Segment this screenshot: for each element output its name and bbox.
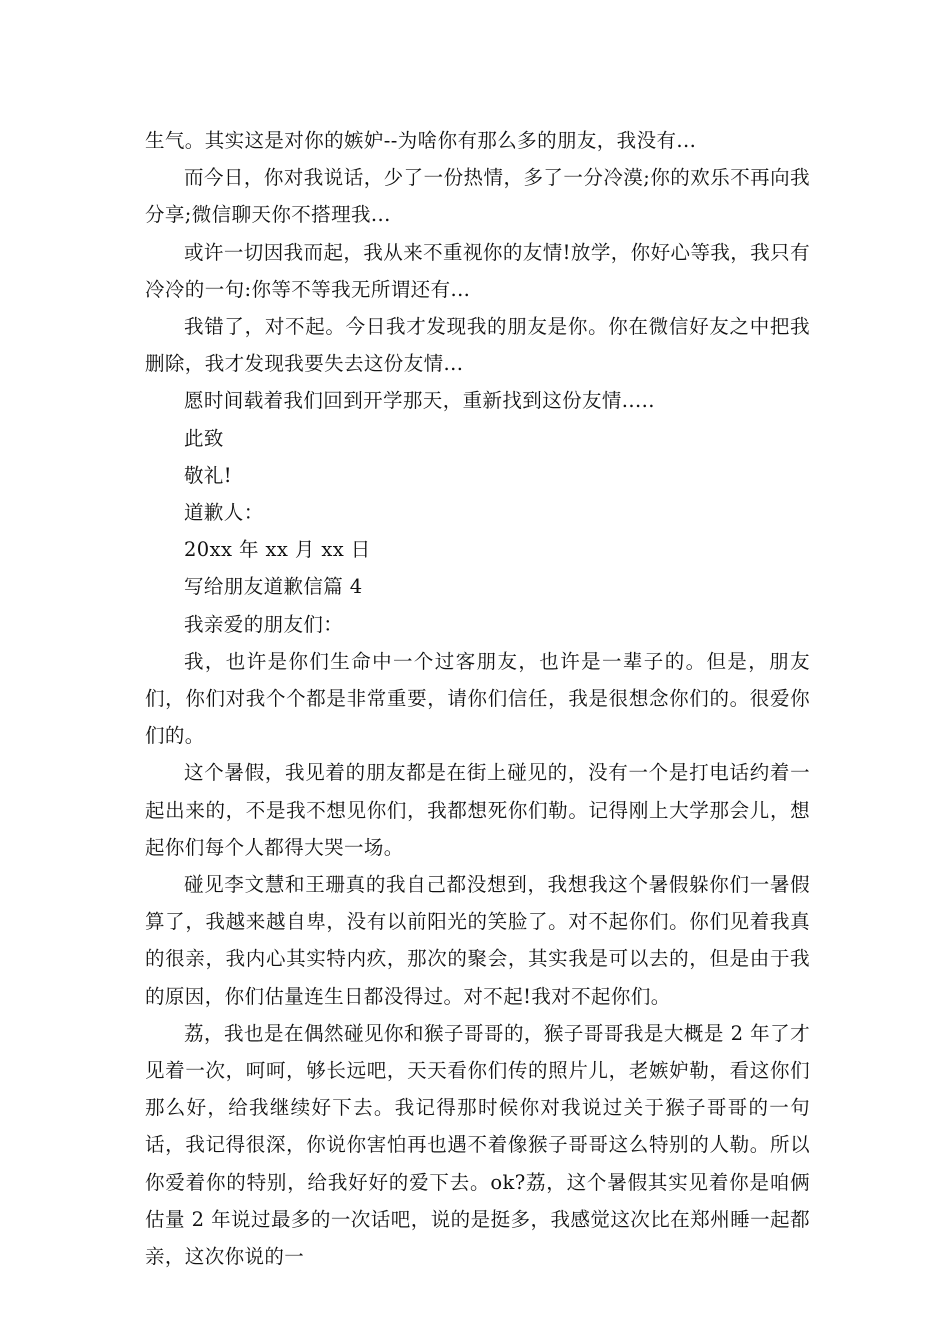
letter-date: 20xx 年 xx 月 xx 日 <box>184 538 371 562</box>
paragraph: 这个暑假，我见着的朋友都是在街上碰见的，没有一个是打电话约着一起出来的，不是我不想见你们，我都想死你们勒。记得刚上大学那会儿，想起你们每个人都得大哭一场。 <box>145 761 810 859</box>
paragraph: 碰见李文慧和王珊真的我自己都没想到，我想我这个暑假躲你们一暑假算了，我越来越自卑，没有以前阳光的笑脸了。对不起你们。你们见着我真的很亲，我内心其实特内疚，那次的聚会，其实我是可以去的，但是由于我的原因，你们估量连生日都没得过。对不起!我对不起你们。 <box>145 873 810 1008</box>
section-heading: 写给朋友道歉信篇 4 <box>184 575 363 599</box>
paragraph: 我错了，对不起。今日我才发现我的朋友是你。你在微信好友之中把我删除，我才发现我要失去这份友情... <box>145 315 810 376</box>
signature-label: 道歉人： <box>184 501 264 525</box>
paragraph: 而今日，你对我说话，少了一份热情，多了一分冷漠;你的欢乐不再向我分享;微信聊天你不搭理我... <box>145 166 810 227</box>
paragraph: 荔，我也是在偶然碰见你和猴子哥哥的，猴子哥哥我是大概是 2 年了才见着一次，呵呵，够长远吧，天天看你们传的照片儿，老嫉妒勒，看这你们那么好，给我继续好下去。我记得那时候你对我说过关于猴子哥哥的一句话，我记得很深，你说你害怕再也遇不着像猴子哥哥这么特别的人勒。所以你爱着你的特别，给我好好的爱下去。ok?荔，这个暑假其实见着你是咱俩估量 2 年说过最多的一次话吧，说的是挺多，我感觉这次比在郑州睡一起都亲，这次你说的一 <box>145 1021 810 1269</box>
greeting: 我亲爱的朋友们： <box>184 612 344 636</box>
closing-salutation: 此致 <box>184 426 224 450</box>
paragraph: 或许一切因我而起，我从来不重视你的友情!放学，你好心等我，我只有冷冷的一句:你等不等我无所谓还有... <box>145 240 810 301</box>
paragraph: 我，也许是你们生命中一个过客朋友，也许是一辈子的。但是，朋友们，你们对我个个都是非常重要，请你们信任，我是很想念你们的。很爱你们的。 <box>145 649 810 748</box>
closing-respect: 敬礼! <box>184 463 233 487</box>
paragraph-continuation: 生气。其实这是对你的嫉妒--为啥你有那么多的朋友，我没有... <box>145 129 697 152</box>
document-body <box>145 122 810 1275</box>
paragraph: 愿时间载着我们回到开学那天，重新找到这份友情..... <box>184 389 655 413</box>
